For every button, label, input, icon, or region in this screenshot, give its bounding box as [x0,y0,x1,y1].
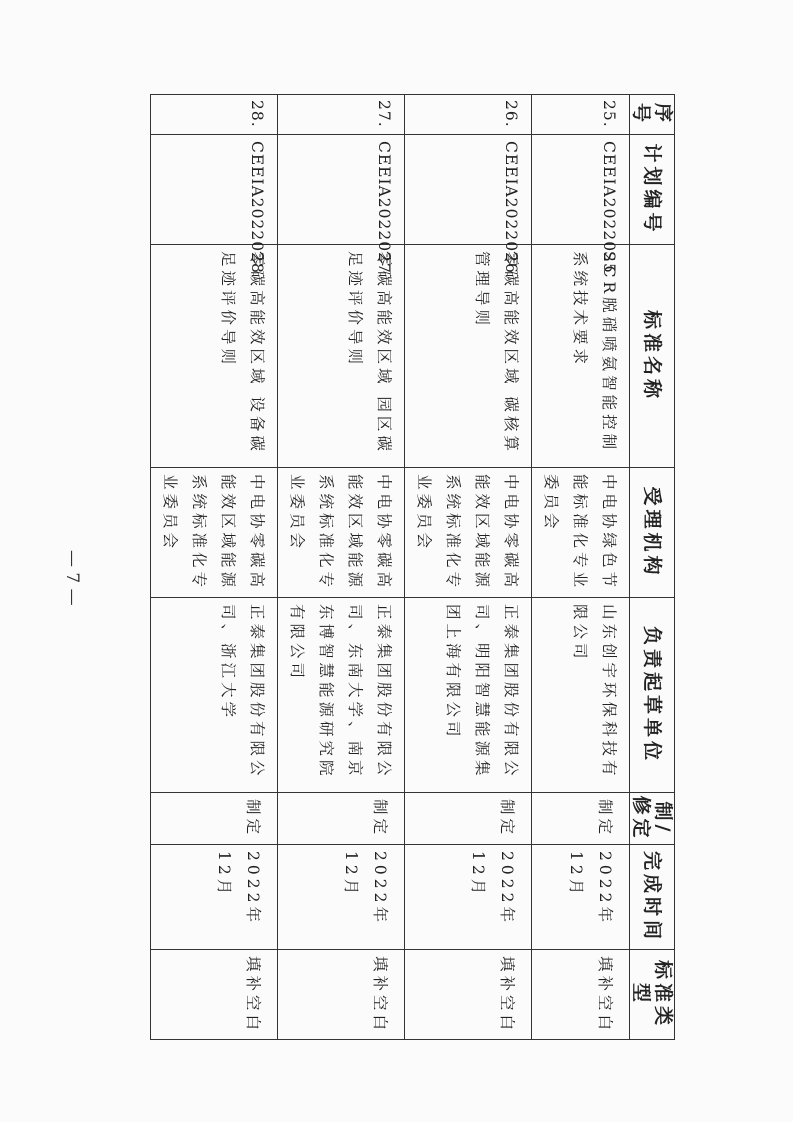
cell-serial: 28. [151,95,278,135]
cell-standard-name: 零碳高能效区域 园区碳足迹评价导则 [278,245,405,468]
cell-category: 填补空白 [278,950,405,1040]
header-category: 标准类型 [630,950,675,1040]
cell-revision-type: 制定 [278,793,405,845]
cell-standard-name: 零碳高能效区域 碳核算管理导则 [405,245,532,468]
cell-deadline: 2022年12月 [405,845,532,950]
table-row [278,95,405,1040]
cell-plan-number: CEEIA2022026 [405,135,532,245]
table-row [151,95,278,1040]
cell-plan-number: CEEIA2022027 [278,135,405,245]
cell-agency: 中电协零碳高能效区域能源系统标准化专业委员会 [405,468,532,598]
cell-deadline: 2022年12月 [151,845,278,950]
cell-agency: 中电协零碳高能效区域能源系统标准化专业委员会 [278,468,405,598]
cell-agency: 中电协零碳高能效区域能源系统标准化专业委员会 [151,468,278,598]
header-plan-number: 计划编号 [630,135,675,245]
table-row [405,95,532,1040]
cell-revision-type: 制定 [532,793,630,845]
cell-agency: 中电协绿色节能标准化专业委员会 [532,468,630,598]
cell-category: 填补空白 [405,950,532,1040]
cell-deadline: 2022年12月 [532,845,630,950]
cell-revision-type: 制定 [405,793,532,845]
header-agency: 受理机构 [630,468,675,598]
header-drafter: 负责起草单位 [630,598,675,793]
header-standard-name: 标准名称 [630,245,675,468]
cell-plan-number: CEEIA2022025 [532,135,630,245]
cell-serial: 27. [278,95,405,135]
cell-drafter: 正泰集团股份有限公司、浙江大学 [151,598,278,793]
cell-category: 填补空白 [151,950,278,1040]
cell-serial: 25. [532,95,630,135]
cell-plan-number: CEEIA2022028 [151,135,278,245]
cell-standard-name: SCR脱硝喷氨智能控制系统技术要求 [532,245,630,468]
table-row [532,95,630,1040]
standards-table [150,94,675,1040]
header-serial: 序号 [630,95,675,135]
header-deadline: 完成时间 [630,845,675,950]
header-revision-type: 制/修定 [630,793,675,845]
table-header-row [630,95,675,1040]
cell-category: 填补空白 [532,950,630,1040]
cell-standard-name: 零碳高能效区域 设备碳足迹评价导则 [151,245,278,468]
cell-deadline: 2022年12月 [278,845,405,950]
cell-drafter: 正泰集团股份有限公司、东南大学、南京东博智慧能源研究院有限公司 [278,598,405,793]
cell-drafter: 山东创宇环保科技有限公司 [532,598,630,793]
cell-revision-type: 制定 [151,793,278,845]
rotated-table-wrapper [157,94,675,1039]
page-number: — 7 — [62,550,82,606]
cell-drafter: 正泰集团股份有限公司、明阳智慧能源集团上海有限公司 [405,598,532,793]
cell-serial: 26. [405,95,532,135]
